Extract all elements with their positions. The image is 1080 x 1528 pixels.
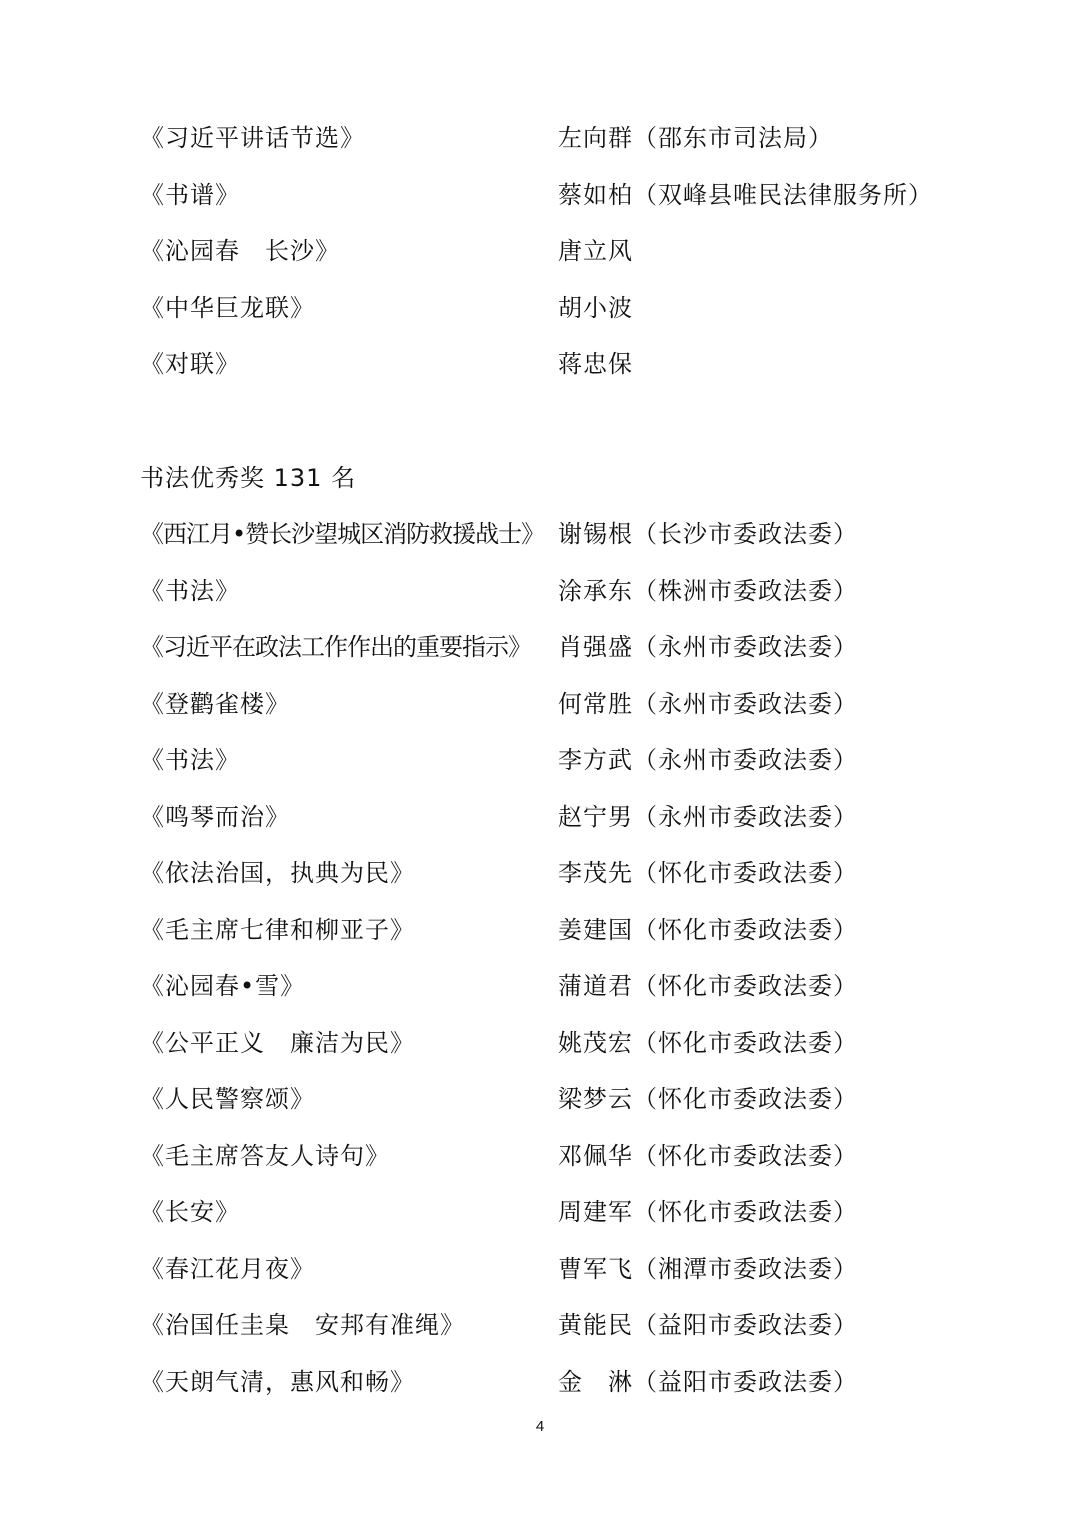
work-title: 《登鹳雀楼》 — [140, 690, 290, 718]
work-title: 《中华巨龙联》 — [140, 294, 315, 322]
work-title: 《习近平在政法工作作出的重要指示》 — [140, 633, 531, 661]
list-item — [140, 1249, 960, 1289]
work-title: 《公平正义 廉洁为民》 — [140, 1029, 415, 1057]
author-name: 唐立风 — [558, 237, 633, 265]
author-name: 李方武（永州市委政法委） — [558, 746, 858, 774]
list-item — [140, 1305, 960, 1345]
author-name: 蔡如柏（双峰县唯民法律服务所） — [558, 181, 933, 209]
author-name: 曹军飞（湘潭市委政法委） — [558, 1255, 858, 1283]
author-name: 梁梦云（怀化市委政法委） — [558, 1085, 858, 1113]
author-name: 黄能民（益阳市委政法委） — [558, 1311, 858, 1339]
author-name: 赵宁男（永州市委政法委） — [558, 803, 858, 831]
work-title: 《书法》 — [140, 746, 240, 774]
work-title: 《天朗气清，惠风和畅》 — [140, 1368, 415, 1396]
work-title: 《习近平讲话节选》 — [140, 124, 365, 152]
list-item — [140, 288, 960, 328]
list-item — [140, 118, 960, 158]
work-title: 《依法治国，执典为民》 — [140, 859, 415, 887]
page-number: 4 — [535, 1418, 545, 1435]
list-item — [140, 175, 960, 215]
list-item — [140, 910, 960, 950]
author-name: 周建军（怀化市委政法委） — [558, 1198, 858, 1226]
list-item — [140, 627, 960, 667]
list-item — [140, 740, 960, 780]
author-name: 蒲道君（怀化市委政法委） — [558, 972, 858, 1000]
list-item — [140, 1362, 960, 1402]
work-title: 《西江月•赞长沙望城区消防救援战士》 — [140, 520, 545, 548]
list-item — [140, 1079, 960, 1119]
list-item — [140, 231, 960, 271]
work-title: 《对联》 — [140, 350, 240, 378]
work-title: 《治国任圭臬 安邦有准绳》 — [140, 1311, 465, 1339]
author-name: 何常胜（永州市委政法委） — [558, 690, 858, 718]
list-item — [140, 514, 960, 554]
work-title: 《书法》 — [140, 577, 240, 605]
work-title: 《长安》 — [140, 1198, 240, 1226]
author-name: 金 淋（益阳市委政法委） — [558, 1368, 858, 1396]
author-name: 左向群（邵东市司法局） — [558, 124, 833, 152]
author-name: 涂承东（株洲市委政法委） — [558, 577, 858, 605]
work-title: 《沁园春 长沙》 — [140, 237, 340, 265]
author-name: 胡小波 — [558, 294, 633, 322]
author-name: 邓佩华（怀化市委政法委） — [558, 1142, 858, 1170]
work-title: 《人民警察颂》 — [140, 1085, 315, 1113]
author-name: 蒋忠保 — [558, 350, 633, 378]
author-name: 肖强盛（永州市委政法委） — [558, 633, 858, 661]
list-item — [140, 344, 960, 384]
list-item — [140, 684, 960, 724]
work-title: 《毛主席答友人诗句》 — [140, 1142, 390, 1170]
section-heading: 书法优秀奖 131 名 — [140, 464, 357, 492]
work-title: 《春江花月夜》 — [140, 1255, 315, 1283]
list-item — [140, 853, 960, 893]
work-title: 《鸣琴而治》 — [140, 803, 290, 831]
author-name: 李茂先（怀化市委政法委） — [558, 859, 858, 887]
author-name: 姜建国（怀化市委政法委） — [558, 916, 858, 944]
list-item — [140, 1192, 960, 1232]
author-name: 谢锡根（长沙市委政法委） — [558, 520, 858, 548]
list-item — [140, 1136, 960, 1176]
list-item — [140, 571, 960, 611]
author-name: 姚茂宏（怀化市委政法委） — [558, 1029, 858, 1057]
list-item — [140, 797, 960, 837]
work-title: 《书谱》 — [140, 181, 240, 209]
list-item — [140, 1023, 960, 1063]
list-item — [140, 966, 960, 1006]
work-title: 《毛主席七律和柳亚子》 — [140, 916, 415, 944]
work-title: 《沁园春•雪》 — [140, 972, 306, 1000]
